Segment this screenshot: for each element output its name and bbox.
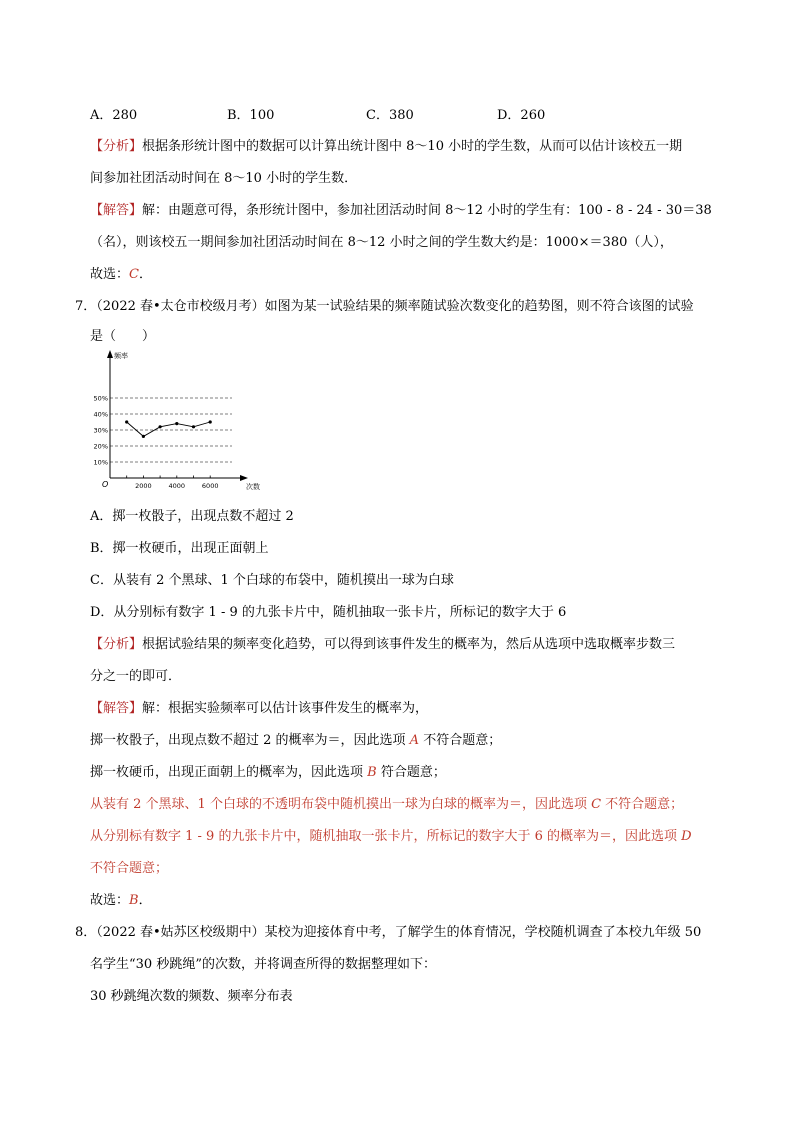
data-point: [142, 435, 145, 438]
y-tick-label: 50%: [93, 394, 108, 403]
q6-analysis-tag: 【分析】: [90, 139, 143, 154]
q6-answer-text1: 解：由题意可得，条形统计图中，参加社团活动时间 8～12 小时的学生有：100 - 8 - 24 - 30＝38: [142, 203, 712, 218]
q6-answer-tag: 【解答】: [90, 203, 143, 218]
q7-analysis-text1: 根据试验结果的频率变化趋势，可以得到该事件发生的概率为，然后从选项中选取概率步数三: [142, 637, 676, 652]
x-tick-label: 6000: [201, 482, 219, 490]
q7-answer-choice-b: B: [367, 765, 377, 780]
q6-conclusion-prefix: 故选：: [90, 267, 130, 282]
x-tick-label: 4000: [168, 482, 186, 490]
y-tick-label: 40%: [93, 410, 108, 419]
data-point: [175, 422, 178, 425]
q6-analysis-line1: [90, 135, 682, 154]
x-axis-label: 次数: [246, 483, 260, 491]
q7-analysis-tag: 【分析】: [90, 637, 143, 652]
data-point: [159, 425, 162, 428]
q6-conclusion-suffix: ．: [138, 267, 152, 282]
q7-analysis-line1: [90, 633, 675, 652]
q6-option-a: A．280: [90, 108, 138, 123]
q7-answer-choice-c: C: [591, 797, 602, 812]
q7-answer-text5a: 从分别标有数字 1 - 9 的九张卡片中，随机抽取一张卡片，所标记的数字大于 6 的概率为＝，因此选项: [90, 829, 682, 844]
q7-option-b: B．掷一枚硬币，出现正面朝上: [90, 541, 269, 556]
q7-answer-choice-a: A: [409, 733, 420, 748]
q6-option-d: D．260: [497, 108, 546, 123]
q6-analysis-line2: 间参加社团活动时间在 8～10 小时的学生数．: [90, 171, 358, 186]
q6-conclusion-choice: C: [129, 267, 139, 282]
q7-conclusion-suffix: ．: [138, 893, 152, 908]
q7-answer-line2: [90, 729, 501, 748]
q7-answer-line6: 不符合题意；: [90, 861, 169, 876]
q7-answer-line1: [90, 697, 428, 716]
q7-answer-choice-d: D: [681, 829, 692, 844]
series-line: [127, 422, 211, 436]
q7-option-a: A．掷一枚骰子，出现点数不超过 2: [90, 509, 294, 524]
q6-conclusion: [90, 263, 152, 282]
data-point: [209, 420, 212, 423]
q6-analysis-text1: 根据条形统计图中的数据可以计算出统计图中 8～10 小时的学生数，从而可以估计该校五一期: [142, 139, 683, 154]
q7-stem-line2: 是（ ）: [90, 329, 156, 344]
q7-conclusion: [90, 889, 152, 908]
q7-answer-text2c: 不符合题意；: [419, 733, 502, 748]
q7-option-d: D．从分别标有数字 1 - 9 的九张卡片中，随机抽取一张卡片，所标记的数字大于 6: [90, 605, 567, 620]
q6-option-b: B．100: [227, 108, 275, 123]
q7-answer-line5: [90, 825, 692, 844]
q7-answer-line4: [90, 793, 683, 812]
q7-answer-text2a: 掷一枚骰子，出现点数不超过 2 的概率为＝，因此选项: [90, 733, 410, 748]
q6-option-c: C．380: [366, 108, 414, 123]
q7-answer-text3a: 掷一枚硬币，出现正面朝上的概率为，因此选项: [90, 765, 368, 780]
q7-stem-line1: 7．（2022 春•太仓市校级月考）如图为某一试验结果的频率随试验次数变化的趋势图，则不符合该图的试验: [75, 299, 694, 314]
x-axis-arrow: [240, 475, 248, 481]
q8-stem-line1: 8．（2022 春•姑苏区校级期中）某校为迎接体育中考，了解学生的体育情况，学校随机调查了本校九年级 50: [75, 925, 702, 940]
data-point: [192, 425, 195, 428]
q6-answer-line1: [90, 199, 712, 218]
q7-answer-line3: [90, 761, 446, 780]
origin-label: O: [102, 480, 109, 489]
q8-stem-line2: 名学生“30 秒跳绳”的次数，并将调查所得的数据整理如下：: [90, 957, 436, 972]
q7-answer-text1: 解：根据实验频率可以估计该事件发生的概率为，: [142, 701, 429, 716]
q7-answer-text3c: 符合题意；: [376, 765, 446, 780]
q7-option-c: C．从装有 2 个黑球、1 个白球的布袋中，随机摸出一球为白球: [90, 573, 454, 588]
frequency-trend-chart: [88, 348, 268, 494]
q7-answer-tag: 【解答】: [90, 701, 143, 716]
x-tick-label: 2000: [135, 482, 152, 490]
q7-answer-text4c: 不符合题意；: [601, 797, 684, 812]
q7-conclusion-prefix: 故选：: [90, 893, 130, 908]
data-point: [125, 420, 128, 423]
y-tick-label: 30%: [93, 426, 108, 435]
q8-stem-line3: 30 秒跳绳次数的频数、频率分布表: [90, 989, 293, 1004]
q6-answer-line2: （名），则该校五一期间参加社团活动时间在 8～12 小时之间的学生数大约是：1000×＝380（人），: [90, 235, 673, 250]
y-axis-arrow: [107, 350, 113, 358]
y-axis-label: 频率: [114, 352, 128, 360]
y-tick-label: 10%: [93, 458, 108, 467]
q7-conclusion-choice: B: [129, 893, 139, 908]
q7-answer-text4a: 从装有 2 个黑球、1 个白球的不透明布袋中随机摸出一球为白球的概率为＝，因此选项: [90, 797, 592, 812]
y-tick-label: 20%: [93, 442, 108, 451]
q7-analysis-line2: 分之一的即可．: [90, 669, 182, 684]
